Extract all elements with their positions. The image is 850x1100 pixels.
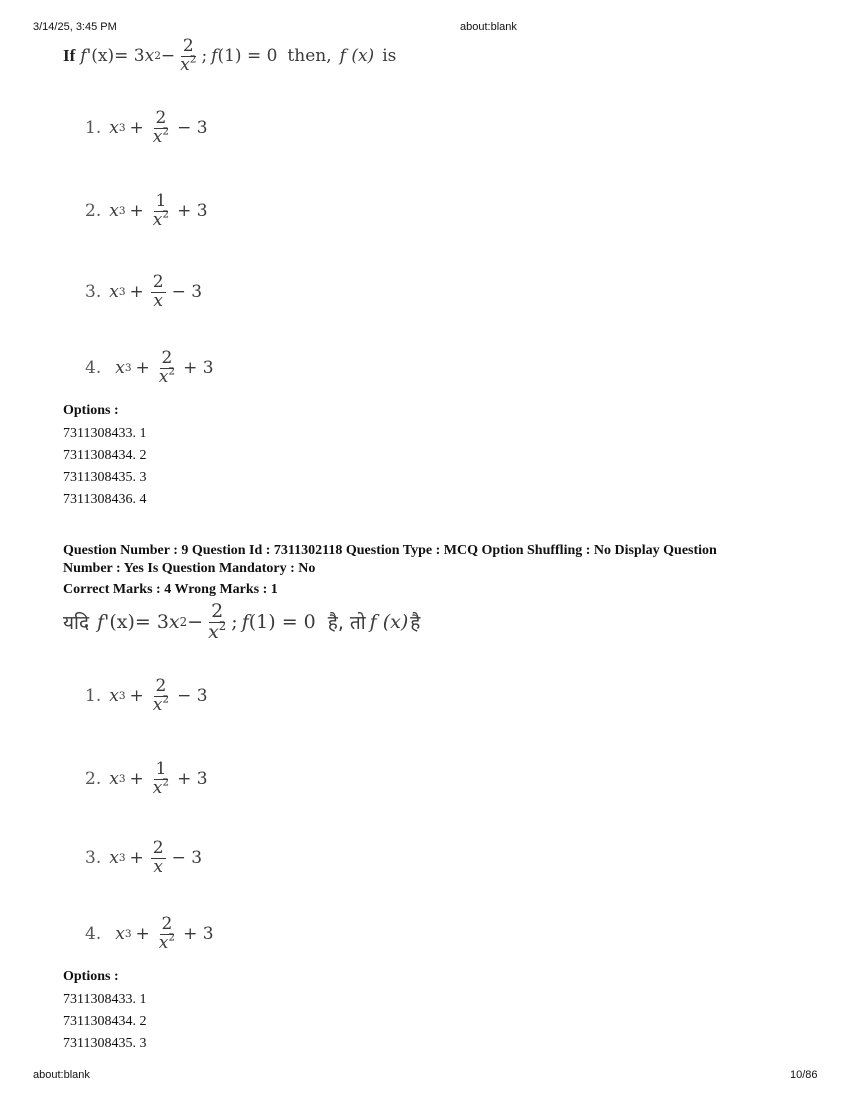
q2-minus: − [187,611,204,634]
q1-stem-den: x [180,54,190,75]
choice-tail: + 3 [177,201,208,222]
q2-cond: (1) = 0 [248,611,316,634]
choice-label: 1. [85,118,102,139]
choice-x: x [109,848,119,869]
q2-f: f [97,611,105,634]
q2-x2: x [168,611,180,634]
option-item: 7311308435. 3 [63,470,147,485]
choice-num: 1 [155,191,167,211]
choice-fraction [151,110,171,147]
choice-fraction [157,916,177,953]
choice-label: 3. [85,282,102,303]
q1-choice-2: 2. x 3 + $\frac{1}{x^2}$ + 3 [85,191,208,230]
choice-den-exp: 2 [168,931,176,944]
choice-num: 2 [161,914,173,934]
choice-num: 2 [155,108,167,128]
q1-then: then, [287,46,332,67]
choice-den: x [153,856,163,877]
choice-den: x [152,694,163,715]
footer-url: about:blank [33,1069,90,1081]
choice-plus: + [135,924,150,945]
choice-plus: + [129,282,144,303]
choice-num: 2 [152,272,164,292]
choice-x: x [115,924,125,945]
choice-den: x [152,209,163,230]
choice-tail: − 3 [177,686,208,707]
choice-den-exp: 2 [162,208,170,221]
q2-options-list [63,989,146,1055]
choice-den-exp: 2 [162,125,170,138]
choice-den: x [152,126,163,147]
q1-x: (x) [91,46,115,67]
choice-plus: + [129,769,144,790]
choice-plus: + [135,358,150,379]
choice-den: x [158,366,169,387]
q1-if: If [63,46,76,66]
choice-den: x [152,777,163,798]
choice-fraction [151,840,166,877]
q2-semi: ; [231,611,238,634]
choice-x: x [109,769,119,790]
q2-fx: f (x) [369,611,409,634]
choice-label: 4. [85,358,102,379]
choice-den: x [153,290,163,311]
q2-meta-line2: Number : Yes Is Question Mandatory : No [63,561,316,576]
q1-choice-3: 3. x 3 + $\frac{2}{x}$ − 3 [85,272,203,311]
q2-stem-den-exp: 2 [218,618,227,633]
choice-num: 2 [152,838,164,858]
q1-options-heading: Options : [63,403,119,418]
q1-choice-4: 4. x 3 + $\frac{2}{x^2}$ + 3 [85,348,214,387]
choice-plus: + [129,848,144,869]
choice-tail: − 3 [171,848,203,869]
q1-x2: x [144,46,155,67]
q1-prime: ' [86,46,92,67]
choice-x: x [109,282,119,303]
choice-num: 1 [155,759,167,779]
page-number: 10/86 [790,1069,818,1081]
choice-fraction [151,761,171,798]
option-item: 7311308434. 2 [63,1014,147,1029]
q1-minus: − [160,46,176,67]
choice-plus: + [129,201,144,222]
choice-num: 2 [161,348,173,368]
q1-stem-fraction [178,38,198,75]
choice-x: x [109,201,119,222]
choice-den-exp: 2 [162,693,170,706]
q1-stem: If f ' (x) = 3 x 2 − $\frac{2}{x^2}$ ; f (1) = 0 then, f (x) is [63,36,397,75]
q2-choice-4: 4. x 3 + $\frac{2}{x^2}$ + 3 [85,914,214,953]
choice-label: 2. [85,769,102,790]
option-item: 7311308436. 4 [63,492,147,507]
choice-fraction [157,350,177,387]
choice-num: 2 [155,676,167,696]
q1-stem-num: 2 [182,36,194,56]
option-item: 7311308435. 3 [63,1036,147,1051]
choice-tail: − 3 [177,118,208,139]
choice-tail: + 3 [183,924,214,945]
q1-stem-den-exp: 2 [189,53,197,66]
q1-semi: ; [201,46,208,67]
q2-choice-1: 1. x 3 + $\frac{2}{x^2}$ − 3 [85,676,208,715]
q1-cond: (1) = 0 [217,46,278,67]
option-item: 7311308433. 1 [63,992,147,1007]
q2-hai: है [410,612,421,635]
choice-tail: + 3 [177,769,208,790]
choice-x: x [115,358,125,379]
q2-stem-num: 2 [211,600,224,622]
q2-stem-den: x [208,620,219,643]
q1-choice-1: 1. x 3 + $\frac{2}{x^2}$ − 3 [85,108,208,147]
choice-tail: + 3 [183,358,214,379]
q1-f: f [80,46,87,67]
print-datetime: 3/14/25, 3:45 PM [33,21,117,33]
choice-plus: + [129,686,144,707]
q1-fx: f (x) [339,46,375,67]
q1-eq: = 3 [114,46,145,67]
q2-meta-line1: Question Number : 9 Question Id : 7311302118 Question Type : MCQ Option Shuffling : No Display Question [63,543,717,558]
q2-x: (x) [109,611,135,634]
choice-tail: − 3 [171,282,203,303]
choice-fraction [151,678,171,715]
q1-options-list [63,423,146,511]
q1-f1: f [211,46,218,67]
q2-hai-to: है, तो [327,612,366,635]
choice-label: 1. [85,686,102,707]
choice-label: 4. [85,924,102,945]
choice-den-exp: 2 [168,365,176,378]
q1-is: is [382,46,397,67]
choice-den: x [158,932,169,953]
choice-label: 2. [85,201,102,222]
q2-choice-3: 3. x 3 + $\frac{2}{x}$ − 3 [85,838,203,877]
option-item: 7311308433. 1 [63,426,147,441]
q2-stem-fraction [206,602,228,643]
q2-eq: = 3 [134,611,169,634]
print-title: about:blank [460,21,517,33]
q2-choice-2: 2. x 3 + $\frac{1}{x^2}$ + 3 [85,759,208,798]
choice-plus: + [129,118,144,139]
q2-marks: Correct Marks : 4 Wrong Marks : 1 [63,582,278,597]
q2-stem: यदि f ' (x) = 3 x 2 − $\frac{2}{x^2}$ ; f (1) = 0 है, तो f (x) है [63,600,421,643]
choice-fraction [151,193,171,230]
choice-label: 3. [85,848,102,869]
choice-fraction [151,274,166,311]
q2-f1: f [241,611,249,634]
q2-yadi: यदि [63,612,90,635]
choice-x: x [109,686,119,707]
q2-meta [63,542,783,599]
q2-options-heading: Options : [63,969,119,984]
q2-prime: ' [104,611,110,634]
option-item: 7311308434. 2 [63,448,147,463]
choice-den-exp: 2 [162,776,170,789]
choice-x: x [109,118,119,139]
